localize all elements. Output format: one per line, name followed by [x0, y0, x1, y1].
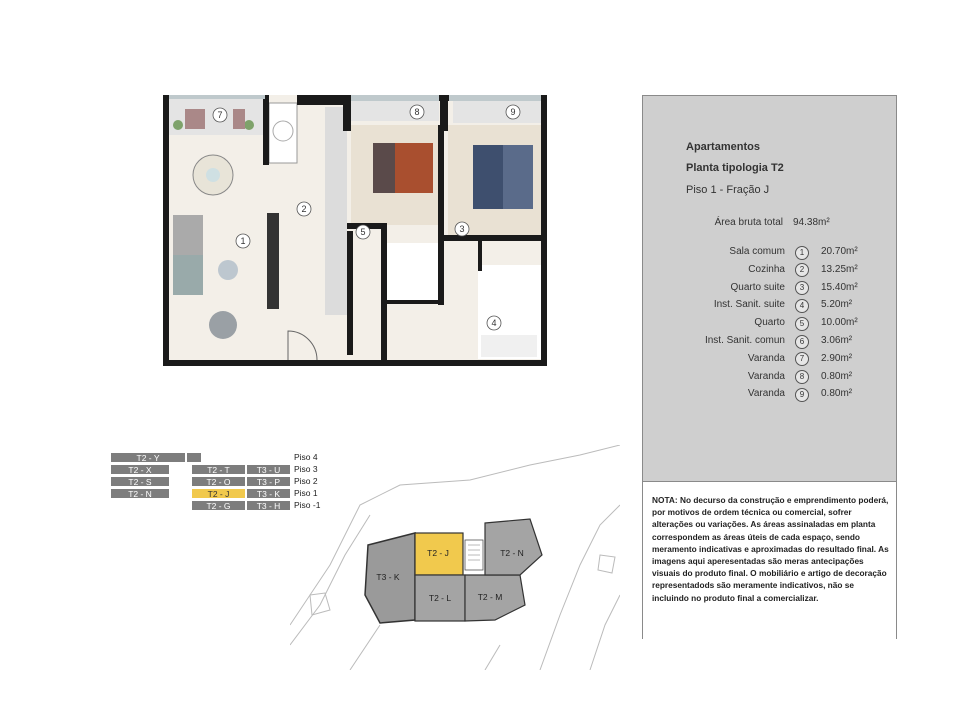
plant-icon — [173, 120, 183, 130]
area-row-number: 5 — [795, 317, 809, 331]
area-row-value: 10.00m² — [821, 317, 858, 329]
panel-subtitle: Planta tipologia T2 — [686, 162, 784, 174]
area-row-number: 1 — [795, 246, 809, 260]
area-row-number: 2 — [795, 263, 809, 277]
unit-cell-selected[interactable]: T2 - J — [191, 488, 246, 499]
site-label-j: T2 - J — [427, 548, 449, 558]
floor-unit-label: Piso 1 - Fração J — [686, 184, 770, 196]
floor-label: Piso 3 — [294, 464, 318, 474]
room-marker-number: 2 — [301, 204, 307, 214]
site-label-l: T2 - L — [428, 593, 452, 603]
area-row-value: 15.40m² — [821, 281, 858, 293]
area-row-label: Varanda — [747, 370, 785, 382]
unit-cell[interactable]: T3 - K — [246, 488, 291, 499]
total-area-value: 94.38m² — [793, 217, 830, 228]
room-marker-number: 3 — [459, 224, 465, 234]
room-marker-number: 5 — [360, 227, 366, 237]
total-area-label: Área bruta total — [714, 217, 783, 228]
room-marker-number: 1 — [240, 236, 246, 246]
floor-label: Piso 2 — [294, 476, 318, 486]
floor-label: Piso 4 — [294, 452, 318, 462]
area-row-label: Sala comum — [729, 246, 785, 257]
area-row-label: Inst. Sanit. comun — [704, 335, 785, 346]
site-label-n: T2 - N — [500, 548, 524, 558]
disclaimer-note: NOTA: No decurso da construção e emprendimento poderá, por motivos de ordem técnica ou comercial, sofrer alterações ou variações. As áreas assinaladas em planta correspondem as áreas úteis de cada espaço, sendo meramento indicativas e aproximadas do resultado final. As imagens aqui aperesentadas são meras antecipações visuais do produto final. O mobiliário e artigo de decoração representadods são meramente indicativos, não se incluindo no produto final a comercializar. — [652, 495, 889, 603]
unit-cell[interactable]: T2 - N — [110, 488, 170, 499]
area-row-value: 20.70m² — [821, 246, 858, 257]
area-row-number: 4 — [795, 299, 809, 313]
area-row-label: Quarto — [754, 317, 785, 329]
room-marker-number: 9 — [510, 107, 516, 117]
plant-icon — [244, 120, 254, 130]
area-row-value: 3.06m² — [821, 335, 853, 346]
unit-cell[interactable]: T3 - U — [246, 464, 291, 475]
site-label-k: T3 - K — [376, 572, 400, 582]
floor-plan — [163, 95, 547, 366]
info-panel — [642, 95, 897, 639]
unit-cell-empty — [186, 452, 202, 463]
area-row-value: 0.80m² — [821, 388, 853, 400]
unit-cell[interactable]: T2 - S — [110, 476, 170, 487]
area-row-number: 8 — [795, 370, 809, 384]
area-row-number: 7 — [795, 352, 809, 366]
unit-cell[interactable]: T3 - H — [246, 500, 291, 511]
unit-cell[interactable]: T2 - O — [191, 476, 246, 487]
floor-label: Piso 1 — [294, 488, 318, 498]
unit-cell[interactable]: T2 - T — [191, 464, 246, 475]
site-map — [290, 445, 620, 670]
room-marker-number: 8 — [414, 107, 420, 117]
area-row-label: Inst. Sanit. suite — [713, 299, 785, 311]
area-row-value: 0.80m² — [821, 370, 853, 382]
panel-title: Apartamentos — [686, 141, 760, 153]
room-marker-number: 7 — [217, 110, 223, 120]
unit-cell[interactable]: T3 - P — [246, 476, 291, 487]
unit-cell[interactable]: T2 - Y — [110, 452, 186, 463]
unit-cell[interactable]: T2 - G — [191, 500, 246, 511]
area-summary — [643, 96, 896, 481]
area-row-number: 6 — [795, 335, 809, 349]
unit-cell[interactable]: T2 - X — [110, 464, 170, 475]
floor-label: Piso -1 — [294, 500, 321, 510]
room-marker-number: 4 — [491, 318, 497, 328]
area-row-label: Varanda — [747, 352, 785, 364]
area-row-label: Varanda — [747, 388, 785, 400]
area-row-number: 9 — [795, 388, 809, 402]
site-label-m: T2 - M — [477, 592, 503, 602]
area-row-value: 2.90m² — [821, 352, 853, 364]
area-row-number: 3 — [795, 281, 809, 295]
area-row-value: 13.25m² — [821, 263, 858, 275]
area-row-value: 5.20m² — [821, 299, 853, 311]
area-row-label: Cozinha — [748, 263, 785, 275]
disclaimer-box — [643, 481, 896, 640]
area-row-label: Quarto suite — [730, 281, 785, 293]
